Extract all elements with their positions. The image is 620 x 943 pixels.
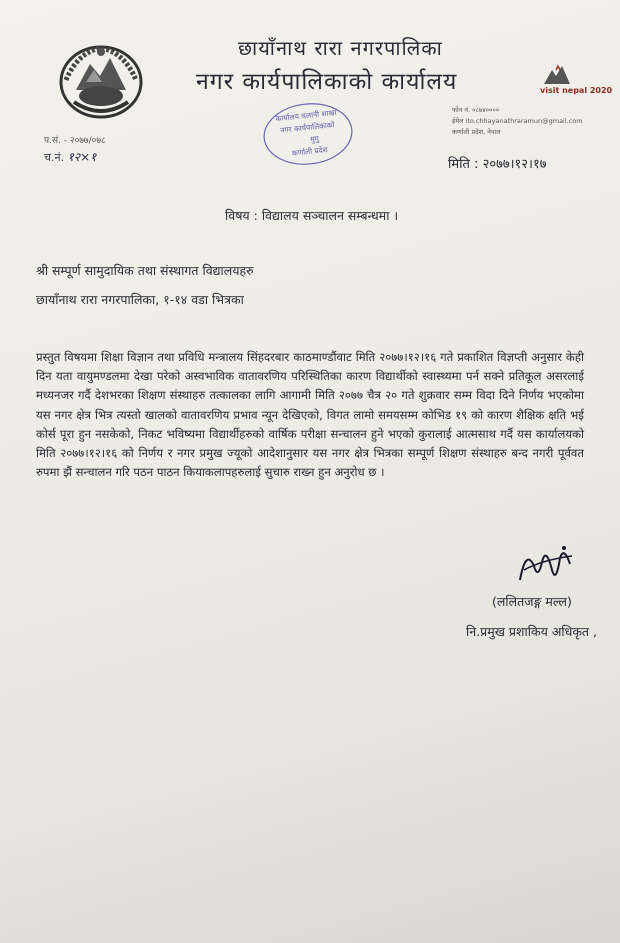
contact-email: ईमेल ito.chhayanathraramun@gmail.com [452,117,583,125]
nepal-emblem-icon [58,42,144,120]
recipient-line-2: छायाँनाथ रारा नगरपालिका, १-१४ वडा भित्रका [36,292,244,307]
dispatch-value: १२×१ [67,150,97,164]
letter-subject: विषय : विद्यालय सञ्चालन सम्बन्धमा । [225,208,399,223]
reference-number: प.सं. - २०७७/०७८ [44,136,106,146]
office-name: नगर कार्यपालिकाको कार्यालय [196,69,458,95]
signatory-title: नि.प्रमुख प्रशाकिय अधिकृत , [466,624,597,639]
letter-date: मिति : २०७७।१२।१७ [448,157,547,172]
brand-logo-text: visit nepal 2020 [540,86,613,95]
letter-body: प्रस्तुत विषयमा शिक्षा विज्ञान तथा प्रविधि मन्त्रालय सिंहदरबार काठमाण्डौंवाट मिति २०७७।१२।१६ गते प्रकाशित विज्ञप्ती अनुसार केही दिन यता वायुमण्डलमा देखा परेको अस्वभाविक वातावरणिय परिस्थितिका कारण विद्यार्थीको स्वास्थ्यमा पर्न सक्ने प्रतिकूल असरलाई मध्यनजर गर्दै देशभरका शिक्षण संस्थाहरु तत्कालका लागि आगामी मिति २०७७ चैत्र २० गते शुक्रवार सम्म विदा दिने निर्णय भएकोमा यस नगर क्षेत्र भित्र त्यस्तो खालको वातावरणिय प्रभाव न्यून देखिएको, विगत लामो समयसम्म कोभिड १९ को कारण शैक्षिक क्षति भई कोर्स पूरा हुन नसकेको, निकट भविष्यमा विद्यार्थीहरुको वार्षिक परीक्षा सन्चालन हुने भएको कुरालाई आत्मसाथ गर्दै यस कार्यालयको मिति २०७७।१२।१६ को निर्णय र नगर प्रमुख ज्यूको आदेशानुसार यस नगर क्षेत्र भित्रका सम्पूर्ण शिक्षण संस्थाहरु बन्द नगरी पूर्ववत रुपमा झैं सन्चालन गरि पठन पाठन कियाकलापहरुलाई सुचारु राख्न हुन अनुरोध छ । [36,350,584,480]
contact-province: कर्णाली प्रदेश, नेपाल [452,128,501,136]
office-stamp [262,102,354,166]
municipality-name: छायाँनाथ रारा नगरपालिका [238,36,443,60]
signature-mark [512,540,582,590]
stamp-line-2: नगर कार्यपालिकाको [279,120,335,135]
dispatch-number [44,148,96,165]
dispatch-label: च.नं. [44,151,68,164]
contact-block [452,105,583,138]
signatory-name: (ललितजङ्ग मल्ल) [492,594,572,609]
stamp-line-4: कर्णाली प्रदेश [291,145,329,158]
visit-nepal-logo-icon [526,62,586,102]
stamp-line-3: मुगु [309,133,320,144]
stamp-line-1: कार्यालय चलानी शाखा [275,107,337,124]
contact-phone: फोन नं. ०८७४०००० [452,106,500,114]
recipient-line-1: श्री सम्पूर्ण सामुदायिक तथा संस्थागत विद्यालयहरु [36,263,254,278]
